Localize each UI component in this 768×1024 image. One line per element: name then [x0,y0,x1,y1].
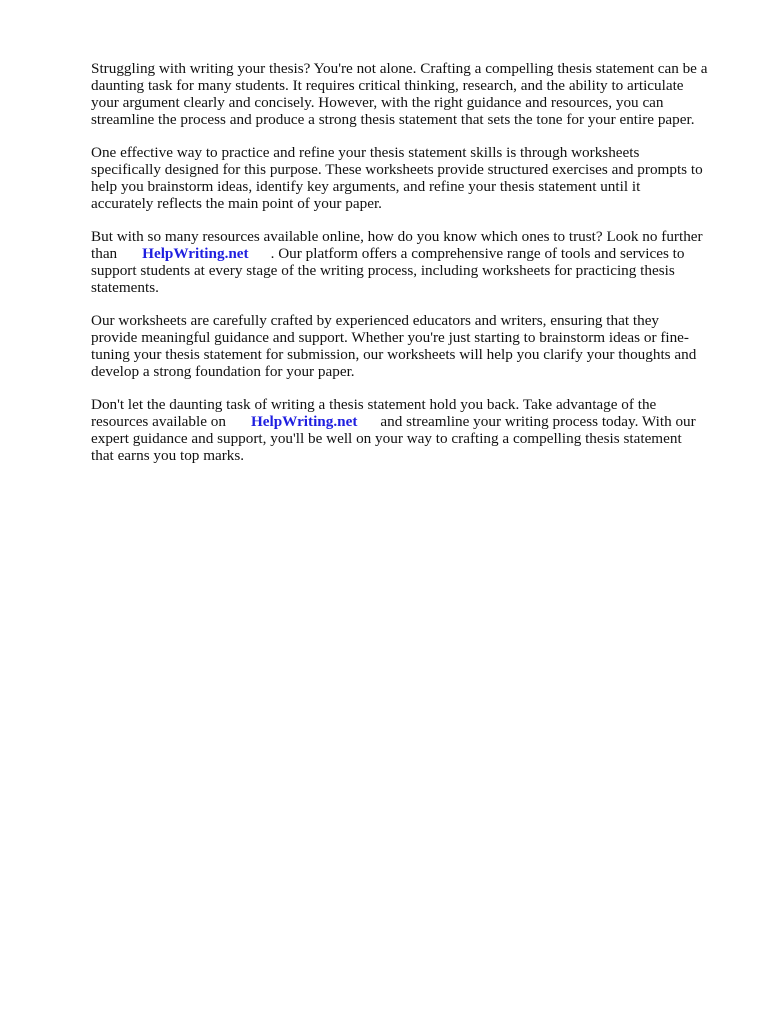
paragraph-trust [91,228,731,296]
text-segment: . Our platform offers a comprehensive range of tools and services to [270,245,685,262]
text-line: your argument clearly and concisely. However, with the right guidance and resources, you can [91,94,664,111]
paragraph-cta [91,396,731,464]
text-line: that earns you top marks. [91,447,245,464]
text-segment: and streamline your writing process today. With our [380,413,696,430]
helpwriting-link[interactable]: HelpWriting.net [142,245,249,262]
document-body [91,60,731,480]
text-segment: resources available on [91,413,226,430]
text-line-with-link [91,245,731,262]
text-line: help you brainstorm ideas, identify key arguments, and refine your thesis statement until it [91,178,641,195]
text-line: tuning your thesis statement for submission, our worksheets will help you clarify your thoughts and [91,346,697,363]
text-line: support students at every stage of the writing process, including worksheets for practicing thesis [91,262,675,279]
text-line-with-link [91,413,731,430]
text-line: Don't let the daunting task of writing a thesis statement hold you back. Take advantage of the [91,396,657,413]
text-line: streamline the process and produce a strong thesis statement that sets the tone for your entire paper. [91,111,695,128]
text-line: provide meaningful guidance and support. Whether you're just starting to brainstorm ideas or fine- [91,329,689,346]
text-line: accurately reflects the main point of your paper. [91,195,382,212]
text-line: But with so many resources available online, how do you know which ones to trust? Look no further [91,228,703,245]
text-line: daunting task for many students. It requires critical thinking, research, and the ability to articulate [91,77,684,94]
paragraph-crafted [91,312,731,380]
text-segment: than [91,245,118,262]
text-line: Struggling with writing your thesis? You're not alone. Crafting a compelling thesis statement can be a [91,60,708,77]
text-line: expert guidance and support, you'll be well on your way to crafting a compelling thesis statement [91,430,682,447]
text-line: develop a strong foundation for your paper. [91,363,355,380]
helpwriting-link[interactable]: HelpWriting.net [250,413,358,430]
text-line: One effective way to practice and refine your thesis statement skills is through worksheets [91,144,640,161]
paragraph-intro [91,60,731,128]
text-line: specifically designed for this purpose. These worksheets provide structured exercises and prompts to [91,161,703,178]
text-line: Our worksheets are carefully crafted by experienced educators and writers, ensuring that they [91,312,660,329]
text-line: statements. [91,279,159,296]
paragraph-worksheets [91,144,731,212]
